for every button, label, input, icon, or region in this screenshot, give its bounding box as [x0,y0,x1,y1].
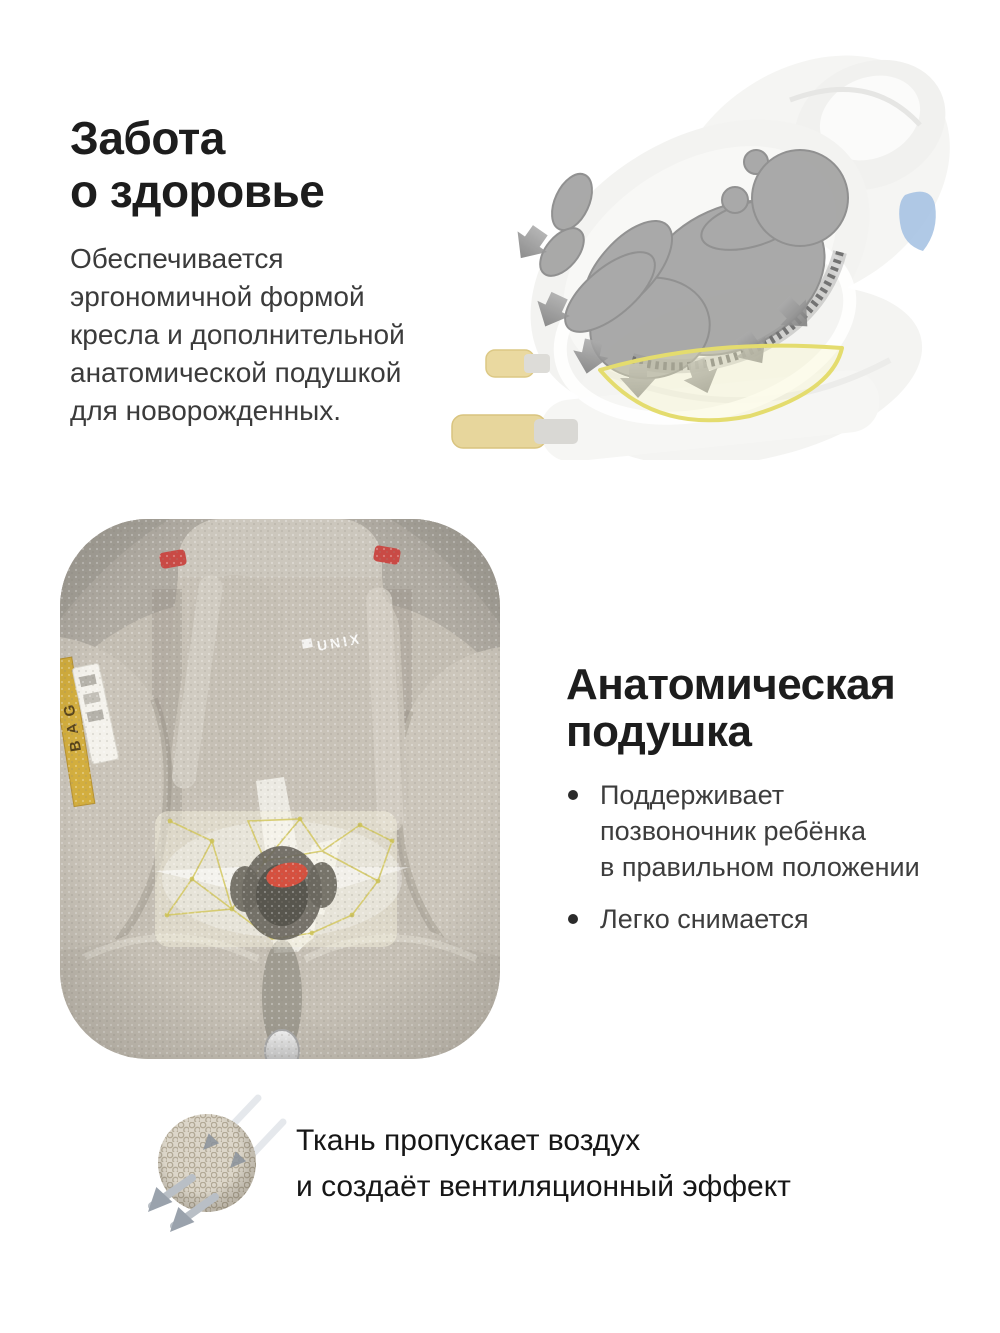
seat-recline-graphic [450,30,1000,460]
health-body-line: для новорожденных. [70,395,342,426]
health-body [70,240,490,430]
fabric-text [296,1118,791,1210]
pillow-bullets [566,777,990,937]
health-title-line1: Забота [70,112,225,164]
seat-recline-illustration [450,30,1000,460]
bullet-line: Легко снимается [600,904,809,934]
bullet-line: позвоночник ребёнка [600,816,867,846]
bullet-dot [568,790,578,800]
health-title-line2: о здоровье [70,165,325,217]
health-body-line: эргономичной формой [70,281,365,312]
seat-photo [60,519,500,1059]
health-body-line: анатомической подушкой [70,357,402,388]
fabric-text-line1: Ткань пропускает воздух [296,1124,641,1157]
bullet-dot [568,914,578,924]
pillow-section [566,661,990,937]
pillow-title-line1: Анатомическая [566,660,896,709]
health-title [70,112,490,218]
health-body-line: кресла и дополнительной [70,319,405,350]
pillow-title-line2: подушка [566,707,752,756]
pillow-title [566,661,990,755]
bullet-item [566,901,990,937]
health-section [70,112,490,430]
bullet-item [566,777,990,885]
bullet-line: Поддерживает [600,780,785,810]
health-body-line: Обеспечивается [70,243,284,274]
fabric-text-line2: и создаёт вентиляционный эффект [296,1170,791,1203]
seat-photo-graphic [60,519,500,1059]
bullet-line: в правильном положении [600,852,920,882]
